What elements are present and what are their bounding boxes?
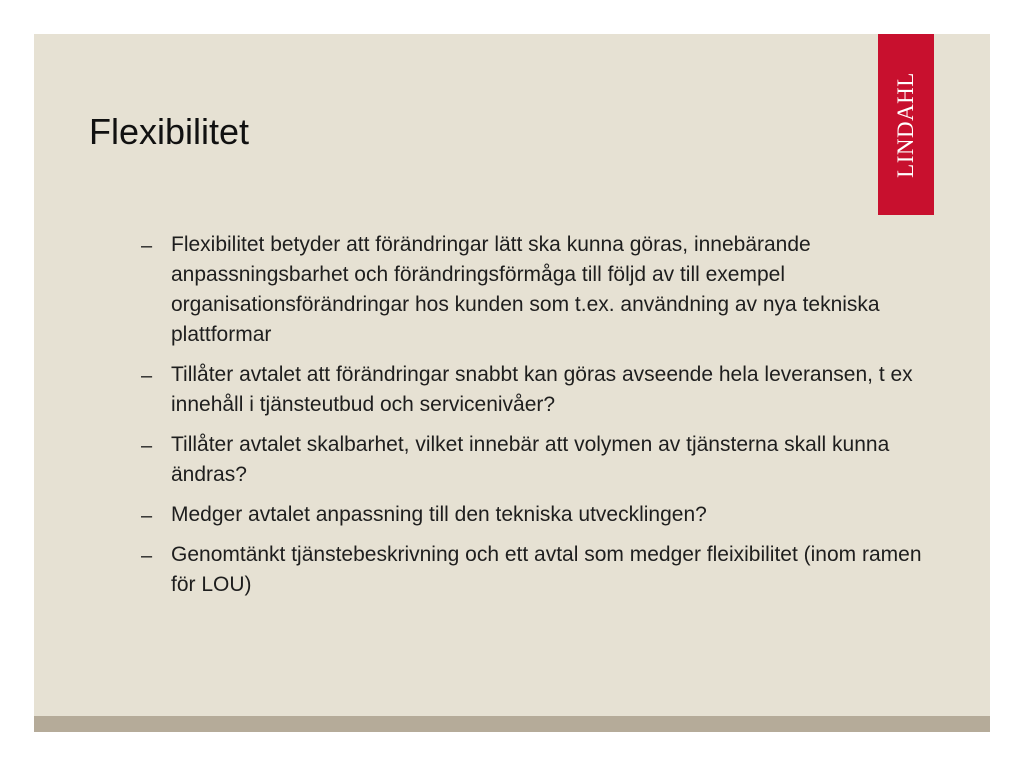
bullet-text: Tillåter avtalet skalbarhet, vilket innebär att volymen av tjänsterna skall kunna ändras? bbox=[171, 433, 890, 486]
dash-bullet-icon: – bbox=[141, 365, 153, 387]
bullet-text: Medger avtalet anpassning till den tekniska utvecklingen? bbox=[171, 503, 707, 526]
bullet-text: Genomtänkt tjänstebeskrivning och ett avtal som medger fleixibilitet (inom ramen för LOU) bbox=[171, 543, 922, 596]
dash-bullet-icon: – bbox=[141, 435, 153, 457]
bullet-item bbox=[141, 360, 941, 420]
slide bbox=[34, 34, 990, 732]
bottom-bar bbox=[34, 716, 990, 732]
dash-bullet-icon: – bbox=[141, 545, 153, 567]
bullet-item bbox=[141, 430, 941, 490]
slide-title: Flexibilitet bbox=[89, 111, 250, 152]
logo-text: LINDAHL bbox=[893, 71, 919, 178]
bullet-item bbox=[141, 500, 941, 530]
bullet-item bbox=[141, 230, 941, 350]
bullet-item bbox=[141, 540, 941, 600]
bullet-text: Tillåter avtalet att förändringar snabbt kan göras avseende hela leveransen, t ex innehåll i tjänsteutbud och servicenivåer? bbox=[171, 363, 913, 416]
bullet-text: Flexibilitet betyder att förändringar lätt ska kunna göras, innebärande anpassningsbarhet och förändringsförmåga till följd av till exempel organisationsförändringar hos kunden som t.ex. användning av nya tekniska plattformar bbox=[171, 233, 880, 346]
lindahl-logo bbox=[878, 34, 934, 215]
bullet-list bbox=[141, 230, 941, 610]
dash-bullet-icon: – bbox=[141, 235, 153, 257]
dash-bullet-icon: – bbox=[141, 505, 153, 527]
